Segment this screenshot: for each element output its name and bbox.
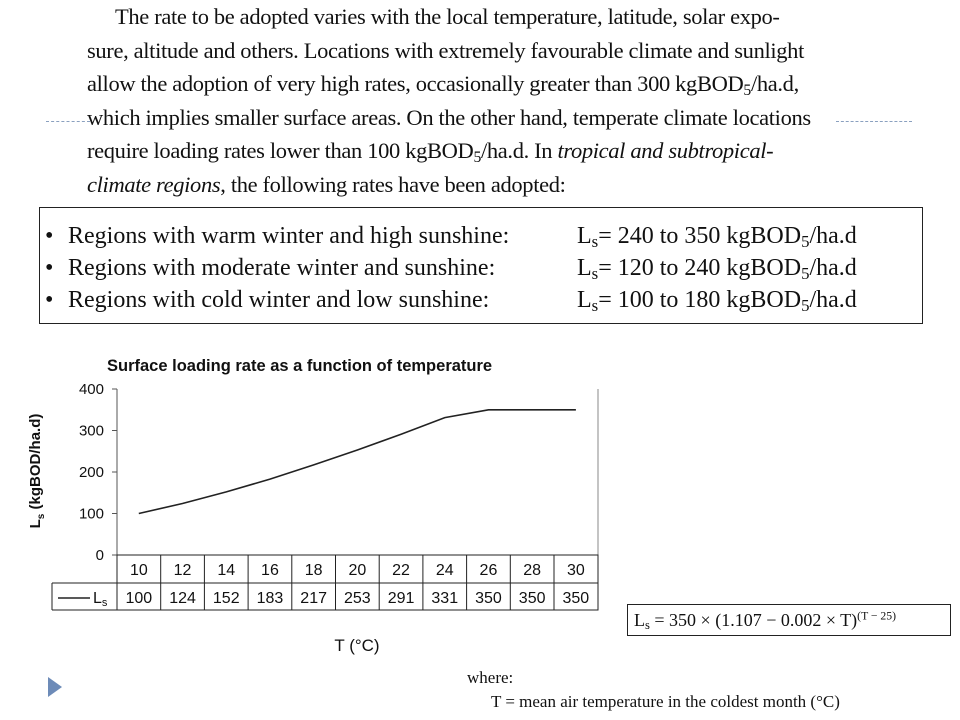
rate-row xyxy=(40,284,922,316)
paragraph-line: allow the adoption of very high rates, occasionally greater than 300 kgBOD$_5$/ha.d, xyxy=(87,71,799,99)
loading-rate-chart xyxy=(0,340,620,660)
x-tick-label: 22 xyxy=(392,562,410,579)
x-axis-label: T (°C) xyxy=(334,636,380,655)
y-tick-label: 400 xyxy=(78,381,104,398)
intro-paragraph xyxy=(87,0,832,201)
legend-symbol: Ls xyxy=(93,590,108,609)
x-tick-label: 30 xyxy=(566,562,585,579)
y-tick-label: 100 xyxy=(78,505,104,523)
table-value-cell: 291 xyxy=(387,590,415,607)
y-tick-label: 200 xyxy=(78,464,104,481)
dashed-rule-left xyxy=(46,121,90,122)
x-tick-label: 20 xyxy=(348,562,367,579)
where-label: where: xyxy=(467,668,514,687)
bullet: • xyxy=(45,287,54,313)
x-tick-label: 18 xyxy=(304,562,323,579)
y-tick-label: 0 xyxy=(95,547,104,564)
next-slide-arrow-icon[interactable] xyxy=(47,676,63,698)
chart-title: Surface loading rate as a function of temperature xyxy=(107,357,493,375)
x-tick-label: 26 xyxy=(479,562,498,579)
y-axis-label: $L_s$ (kgBOD/ha.d) xyxy=(27,413,47,529)
table-value-cell: 100 xyxy=(125,590,153,607)
table-value-cell: 124 xyxy=(169,590,196,607)
rate-value: $L_s= 120$ to 240 kgBOD$_5$/ha.d xyxy=(577,255,857,284)
x-tick-label: 28 xyxy=(523,562,542,579)
table-value-cell: 350 xyxy=(562,590,590,607)
table-value-cell: 152 xyxy=(212,590,240,607)
bullet: • xyxy=(45,255,54,281)
table-value-cell: 183 xyxy=(256,590,284,607)
formula-rhs: = 350 × (1.107 − 0.002 × T) xyxy=(649,610,858,630)
dashed-rule-right xyxy=(836,121,912,122)
formula-lhs: $L_s$ xyxy=(634,610,650,633)
formula-box xyxy=(627,604,951,636)
x-tick-label: 10 xyxy=(129,562,148,579)
rate-row xyxy=(40,252,922,284)
series-line-ls xyxy=(139,410,576,514)
bullet: • xyxy=(45,223,54,249)
x-tick-label: 14 xyxy=(217,562,236,579)
paragraph-line: sure, altitude and others. Locations with extremely favourable climate and sunlight xyxy=(87,37,804,63)
formula-exponent: (T − 25) xyxy=(857,609,897,623)
table-value-cell: 350 xyxy=(475,590,502,607)
data-table xyxy=(52,555,598,610)
x-tick-label: 16 xyxy=(261,562,279,579)
rate-value: $L_s= 100$ to 180 kgBOD$_5$/ha.d xyxy=(577,287,857,316)
rate-label: Regions with warm winter and high sunshine: xyxy=(68,223,510,249)
x-tick-label: 24 xyxy=(435,562,454,579)
paragraph-line: require loading rates lower than 100 kgBOD$_5$/ha.d. In tropical and subtropical- xyxy=(87,138,774,166)
rates-box xyxy=(39,207,923,324)
table-value-cell: 331 xyxy=(431,590,459,607)
x-tick-label: 12 xyxy=(173,562,192,579)
rate-value: $L_s= 240$ to 350 kgBOD$_5$/ha.d xyxy=(577,223,857,252)
rate-label: Regions with cold winter and low sunshine: xyxy=(68,287,490,313)
paragraph-line: climate regions, the following rates have been adopted: xyxy=(87,171,566,197)
table-value-cell: 350 xyxy=(518,590,546,607)
rate-row xyxy=(40,220,922,252)
variable-definition: T = mean air temperature in the coldest month (°C) xyxy=(491,692,840,711)
y-axis xyxy=(79,381,117,564)
table-value-cell: 217 xyxy=(300,590,328,607)
table-value-cell: 253 xyxy=(343,590,371,607)
rate-label: Regions with moderate winter and sunshine: xyxy=(68,255,496,281)
paragraph-line: which implies smaller surface areas. On the other hand, temperate climate locations xyxy=(87,104,811,130)
y-tick-label: 300 xyxy=(78,422,104,440)
paragraph-line: The rate to be adopted varies with the local temperature, latitude, solar expo- xyxy=(115,4,780,29)
